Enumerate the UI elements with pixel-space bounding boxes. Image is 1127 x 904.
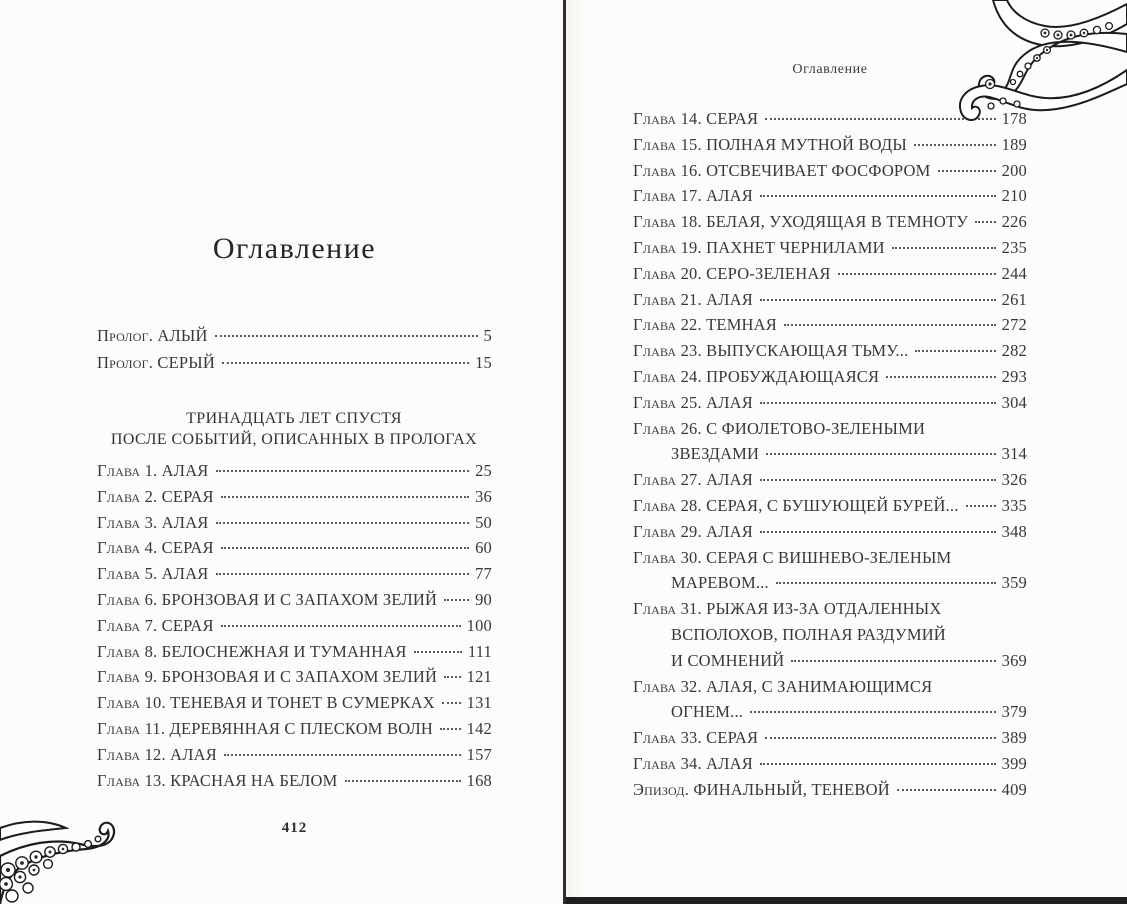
toc-entry-page-number: 60 bbox=[475, 538, 492, 558]
toc-entry-page-number: 348 bbox=[1001, 521, 1027, 541]
toc-entry bbox=[633, 390, 1027, 416]
dot-leader bbox=[442, 702, 461, 704]
toc-entry-title: Глава 2. СЕРАЯ bbox=[97, 486, 214, 506]
octopus-tentacle-illustration bbox=[0, 786, 180, 904]
dot-leader bbox=[216, 522, 470, 524]
toc-entry-title: Глава 11. ДЕРЕВЯННАЯ С ПЛЕСКОМ ВОЛН bbox=[97, 718, 434, 738]
toc-entry-page-number: 282 bbox=[1001, 341, 1027, 361]
toc-entry-page-number: 157 bbox=[466, 744, 492, 764]
dot-leader bbox=[222, 362, 469, 364]
toc-entry-title: Глава 29. АЛАЯ bbox=[633, 521, 753, 541]
prologue-toc-list bbox=[97, 322, 492, 376]
toc-entry bbox=[633, 725, 1027, 751]
toc-entry-page-number: 77 bbox=[475, 564, 492, 584]
toc-entry-title: Глава 30. СЕРАЯ С ВИШНЕВО-ЗЕЛЕНЫМ bbox=[633, 547, 952, 567]
toc-entry bbox=[633, 312, 1027, 338]
toc-entry bbox=[97, 639, 492, 665]
toc-entry-page-number: 261 bbox=[1001, 289, 1027, 309]
toc-entry-page-number: 369 bbox=[1001, 650, 1027, 670]
toc-entry bbox=[97, 510, 492, 536]
dot-leader bbox=[221, 625, 461, 627]
toc-entry-page-number: 304 bbox=[1001, 392, 1027, 412]
toc-entry-title: Глава 14. СЕРАЯ bbox=[633, 109, 759, 128]
chapters-toc-list-left bbox=[97, 458, 492, 793]
toc-entry-title: Пролог. АЛЫЙ bbox=[97, 326, 208, 345]
toc-entry-title: МАРЕВОМ... bbox=[671, 573, 769, 593]
dot-leader bbox=[760, 531, 996, 533]
dot-leader bbox=[224, 754, 461, 756]
dot-leader bbox=[766, 453, 995, 455]
toc-entry bbox=[633, 183, 1027, 209]
dot-leader bbox=[221, 547, 469, 549]
toc-entry-page-number: 326 bbox=[1001, 470, 1027, 490]
dot-leader bbox=[765, 737, 995, 739]
toc-entry-page-number: 50 bbox=[475, 512, 492, 532]
toc-entry-title: Глава 9. БРОНЗОВАЯ И С ЗАПАХОМ ЗЕЛИЙ bbox=[97, 667, 438, 687]
toc-entry-title: Глава 23. ВЫПУСКАЮЩАЯ ТЬМУ... bbox=[633, 341, 909, 361]
toc-entry-title: Глава 24. ПРОБУЖДАЮЩАЯСЯ bbox=[633, 366, 880, 386]
toc-entry-title: Глава 28. СЕРАЯ, С БУШУЮЩЕЙ БУРЕЙ... bbox=[633, 495, 959, 515]
toc-entry-title: Глава 5. АЛАЯ bbox=[97, 564, 209, 584]
toc-entry-title: Глава 32. АЛАЯ, С ЗАНИМАЮЩИМСЯ bbox=[633, 676, 933, 696]
toc-entry-title: Глава 10. ТЕНЕВАЯ И ТОНЕТ В СУМЕРКАХ bbox=[97, 693, 435, 713]
toc-entry-page-number: 389 bbox=[1001, 728, 1027, 748]
dot-leader bbox=[414, 651, 462, 653]
toc-entry-page-number: 142 bbox=[466, 718, 492, 738]
toc-entry-title: Пролог. СЕРЫЙ bbox=[97, 353, 215, 372]
toc-entry-page-number: 5 bbox=[483, 326, 492, 345]
dot-leader bbox=[216, 470, 470, 472]
toc-entry-title: Глава 17. АЛАЯ bbox=[633, 186, 753, 206]
toc-entry-page-number: 210 bbox=[1001, 186, 1027, 206]
dot-leader bbox=[345, 780, 461, 782]
toc-entry bbox=[97, 535, 492, 561]
toc-entry bbox=[633, 416, 1027, 468]
toc-entry-title: Глава 20. СЕРО-ЗЕЛЕНАЯ bbox=[633, 263, 831, 283]
toc-entry-page-number: 168 bbox=[466, 770, 492, 790]
toc-entry-page-number: 293 bbox=[1001, 366, 1027, 386]
page-number-folio: 412 bbox=[281, 820, 308, 836]
dot-leader bbox=[975, 221, 995, 223]
toc-entry-title: Глава 22. ТЕМНАЯ bbox=[633, 315, 777, 335]
toc-entry-title: Глава 18. БЕЛАЯ, УХОДЯЩАЯ В ТЕМНОТУ bbox=[633, 212, 969, 232]
toc-entry-title: И СОМНЕНИЙ bbox=[671, 650, 785, 670]
toc-entry-title: Глава 34. АЛАЯ bbox=[633, 753, 753, 773]
toc-entry bbox=[97, 742, 492, 768]
toc-entry bbox=[97, 322, 492, 349]
toc-entry bbox=[633, 674, 1027, 726]
toc-entry-page-number: 189 bbox=[1001, 134, 1027, 154]
dot-leader bbox=[444, 599, 469, 601]
toc-entry bbox=[97, 664, 492, 690]
dot-leader bbox=[776, 582, 996, 584]
toc-entry bbox=[97, 587, 492, 613]
toc-entry-page-number: 379 bbox=[1001, 702, 1027, 722]
toc-entry-title: Глава 1. АЛАЯ bbox=[97, 461, 209, 480]
toc-entry-title: Глава 31. РЫЖАЯ ИЗ-ЗА ОТДАЛЕННЫХ bbox=[633, 599, 942, 619]
dot-leader bbox=[784, 324, 996, 326]
toc-entry-page-number: 131 bbox=[466, 693, 492, 713]
toc-entry bbox=[97, 613, 492, 639]
toc-entry bbox=[633, 596, 1027, 673]
octopus-tentacles-illustration bbox=[895, 0, 1127, 132]
dot-leader bbox=[838, 273, 996, 275]
dot-leader bbox=[440, 728, 461, 730]
toc-entry-page-number: 200 bbox=[1001, 160, 1027, 180]
toc-entry-page-number: 399 bbox=[1001, 753, 1027, 773]
toc-entry bbox=[633, 777, 1027, 803]
toc-entry bbox=[633, 364, 1027, 390]
dot-leader bbox=[892, 247, 996, 249]
toc-entry-title: Глава 25. АЛАЯ bbox=[633, 392, 753, 412]
toc-entry-page-number: 15 bbox=[475, 353, 492, 372]
toc-page-right bbox=[566, 0, 1127, 904]
toc-entry-title: Глава 13. КРАСНАЯ НА БЕЛОМ bbox=[97, 770, 338, 790]
toc-entry bbox=[633, 158, 1027, 184]
toc-entry-page-number: 235 bbox=[1001, 237, 1027, 257]
dot-leader bbox=[216, 573, 470, 575]
toc-entry-title: Глава 4. СЕРАЯ bbox=[97, 538, 214, 558]
dot-leader bbox=[221, 496, 469, 498]
dot-leader bbox=[760, 195, 996, 197]
toc-entry bbox=[633, 235, 1027, 261]
running-head: Оглавление bbox=[792, 62, 868, 77]
dot-leader bbox=[750, 711, 996, 713]
toc-entry bbox=[97, 690, 492, 716]
toc-entry-page-number: 121 bbox=[466, 667, 492, 687]
dot-leader bbox=[897, 789, 996, 791]
toc-entry bbox=[633, 287, 1027, 313]
toc-entry-title: Глава 16. ОТСВЕЧИВАЕТ ФОСФОРОМ bbox=[633, 160, 931, 180]
toc-entry bbox=[97, 458, 492, 484]
toc-entry bbox=[633, 132, 1027, 158]
dot-leader bbox=[966, 505, 996, 507]
toc-entry-page-number: 178 bbox=[1001, 109, 1027, 128]
dot-leader bbox=[938, 170, 996, 172]
toc-entry-title: Глава 7. СЕРАЯ bbox=[97, 615, 214, 635]
toc-entry bbox=[633, 519, 1027, 545]
dot-leader bbox=[760, 299, 996, 301]
toc-entry bbox=[97, 484, 492, 510]
toc-entry-page-number: 111 bbox=[467, 641, 492, 661]
toc-entry-page-number: 314 bbox=[1001, 444, 1027, 464]
toc-entry bbox=[633, 467, 1027, 493]
toc-entry-title: ЗВЕЗДАМИ bbox=[671, 444, 760, 464]
toc-entry-page-number: 226 bbox=[1001, 212, 1027, 232]
toc-entry bbox=[633, 209, 1027, 235]
toc-entry-title: ОГНЕМ... bbox=[671, 702, 744, 722]
dot-leader bbox=[791, 660, 995, 662]
toc-entry-title: Глава 21. АЛАЯ bbox=[633, 289, 753, 309]
toc-entry-title: Эпизод. ФИНАЛЬНЫЙ, ТЕНЕВОЙ bbox=[633, 779, 890, 799]
toc-entry-page-number: 36 bbox=[475, 486, 492, 506]
toc-entry-title: Глава 33. СЕРАЯ bbox=[633, 728, 759, 748]
toc-entry-page-number: 90 bbox=[475, 589, 492, 609]
section-heading bbox=[84, 408, 504, 450]
toc-entry-title: Глава 12. АЛАЯ bbox=[97, 744, 217, 764]
toc-entry bbox=[97, 716, 492, 742]
dot-leader bbox=[760, 402, 996, 404]
toc-entry-title: Глава 26. С ФИОЛЕТОВО-ЗЕЛЕНЫМИ bbox=[633, 418, 926, 438]
toc-entry-page-number: 25 bbox=[475, 461, 492, 480]
toc-entry-title: Глава 15. ПОЛНАЯ МУТНОЙ ВОДЫ bbox=[633, 134, 907, 154]
dot-leader bbox=[760, 479, 996, 481]
toc-entry bbox=[633, 545, 1027, 597]
toc-entry-title: Глава 6. БРОНЗОВАЯ И С ЗАПАХОМ ЗЕЛИЙ bbox=[97, 589, 438, 609]
toc-entry-page-number: 100 bbox=[466, 615, 492, 635]
dot-leader bbox=[444, 676, 461, 678]
chapters-toc-list-right bbox=[633, 106, 1027, 803]
dot-leader bbox=[886, 376, 995, 378]
toc-entry-title: Глава 8. БЕЛОСНЕЖНАЯ И ТУМАННАЯ bbox=[97, 641, 407, 661]
toc-entry-title: Глава 3. АЛАЯ bbox=[97, 512, 209, 532]
page-title: Оглавление bbox=[212, 232, 377, 265]
toc-entry bbox=[633, 261, 1027, 287]
toc-entry bbox=[633, 338, 1027, 364]
toc-entry-title: Глава 27. АЛАЯ bbox=[633, 470, 753, 490]
scan-edge-bar bbox=[566, 897, 1127, 904]
toc-entry-title: Глава 19. ПАХНЕТ ЧЕРНИЛАМИ bbox=[633, 237, 885, 257]
dot-leader bbox=[760, 763, 996, 765]
toc-entry-page-number: 335 bbox=[1001, 495, 1027, 515]
section-heading-line: ТРИНАДЦАТЬ ЛЕТ СПУСТЯ bbox=[186, 410, 402, 427]
dot-leader bbox=[215, 335, 478, 337]
toc-entry-page-number: 359 bbox=[1001, 573, 1027, 593]
toc-entry-page-number: 244 bbox=[1001, 263, 1027, 283]
toc-entry-title: ВСПОЛОХОВ, ПОЛНАЯ РАЗДУМИЙ bbox=[671, 624, 946, 644]
toc-entry bbox=[97, 349, 492, 376]
toc-entry bbox=[633, 751, 1027, 777]
dot-leader bbox=[915, 350, 995, 352]
section-heading-line: ПОСЛЕ СОБЫТИЙ, ОПИСАННЫХ В ПРОЛОГАХ bbox=[110, 431, 478, 448]
dot-leader bbox=[914, 144, 996, 146]
toc-page-left bbox=[0, 0, 563, 904]
toc-entry bbox=[633, 493, 1027, 519]
toc-entry bbox=[97, 561, 492, 587]
toc-entry-page-number: 272 bbox=[1001, 315, 1027, 335]
toc-entry-page-number: 409 bbox=[1001, 779, 1027, 799]
